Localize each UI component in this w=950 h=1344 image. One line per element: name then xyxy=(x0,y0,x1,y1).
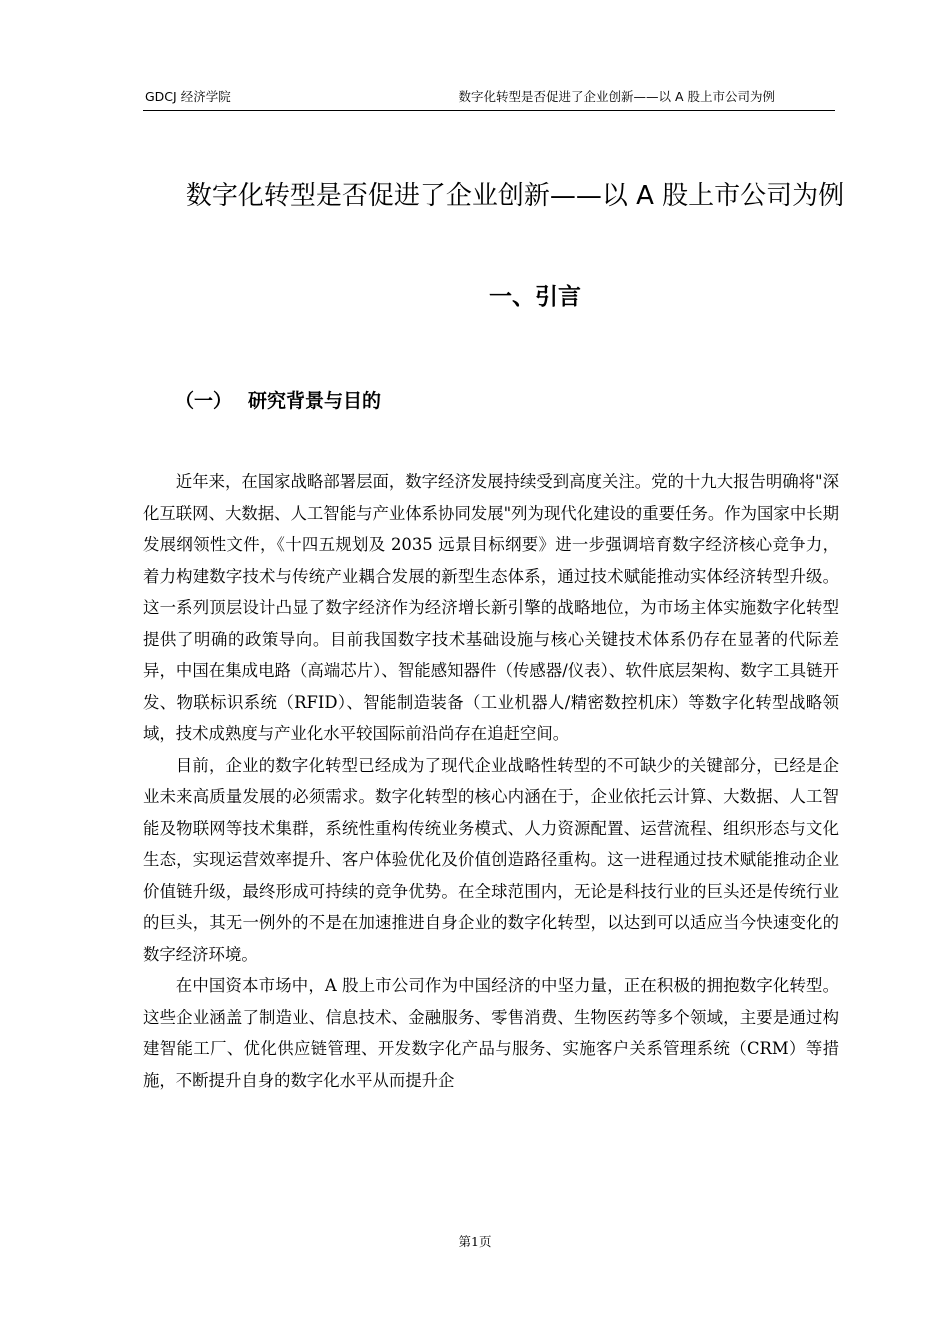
header-left-label: GDCJ 经济学院 xyxy=(145,89,231,104)
subsection-number: （一） xyxy=(175,390,233,412)
document-title: 数字化转型是否促进了企业创新——以 A 股上市公司为例 xyxy=(185,181,845,212)
page-header xyxy=(143,88,835,111)
header-right-title: 数字化转型是否促进了企业创新——以 A 股上市公司为例 xyxy=(458,89,775,104)
page-number: 第1页 xyxy=(458,1234,492,1249)
section-heading: 一、引言 xyxy=(489,284,581,310)
paragraph: 目前，企业的数字化转型已经成为了现代企业战略性转型的不可缺少的关键部分，已经是企业未来高质量发展的必须需求。数字化转型的核心内涵在于，企业依托云计算、大数据、人工智能及物联网等技术集群，系统性重构传统业务模式、人力资源配置、运营流程、组织形态与文化生态，实现运营效率提升、客户体验优化及价值创造路径重构。这一进程通过技术赋能推动企业价值链升级，最终形成可持续的竞争优势。在全球范围内，无论是科技行业的巨头还是传统行业的巨头，其无一例外的不是在加速推进自身企业的数字化转型，以达到可以适应当今快速变化的数字经济环境。 xyxy=(143,755,839,964)
paragraph: 在中国资本市场中，A 股上市公司作为中国经济的中坚力量，正在积极的拥抱数字化转型。这些企业涵盖了制造业、信息技术、金融服务、零售消费、生物医药等多个领域，主要是通过构建智能工厂、优化供应链管理、开发数字化产品与服务、实施客户关系管理系统（CRM）等措施，不断提升自身的数字化水平从而提升企 xyxy=(143,976,839,1090)
subsection-title: 研究背景与目的 xyxy=(248,390,382,412)
body-text xyxy=(143,466,839,1096)
subsection-heading xyxy=(175,386,381,416)
paragraph: 近年来，在国家战略部署层面，数字经济发展持续受到高度关注。党的十九大报告明确将"深化互联网、大数据、人工智能与产业体系协同发展"列为现代化建设的重要任务。作为国家中长期发展纲领性文件，《十四五规划及 2035 远景目标纲要》进一步强调培育数字经济核心竞争力，着力构建数字技术与传统产业耦合发展的新型生态体系，通过技术赋能推动实体经济转型升级。这一系列顶层设计凸显了数字经济作为经济增长新引擎的战略地位，为市场主体实施数字化转型提供了明确的政策导向。目前我国数字技术基础设施与核心关键技术体系仍存在显著的代际差异，中国在集成电路（高端芯片）、智能感知器件（传感器/仪表）、软件底层架构、数字工具链开发、物联标识系统（RFID）、智能制造装备（工业机器人/精密数控机床）等数字化转型战略领域，技术成熟度与产业化水平较国际前沿尚存在追赶空间。 xyxy=(143,472,839,743)
